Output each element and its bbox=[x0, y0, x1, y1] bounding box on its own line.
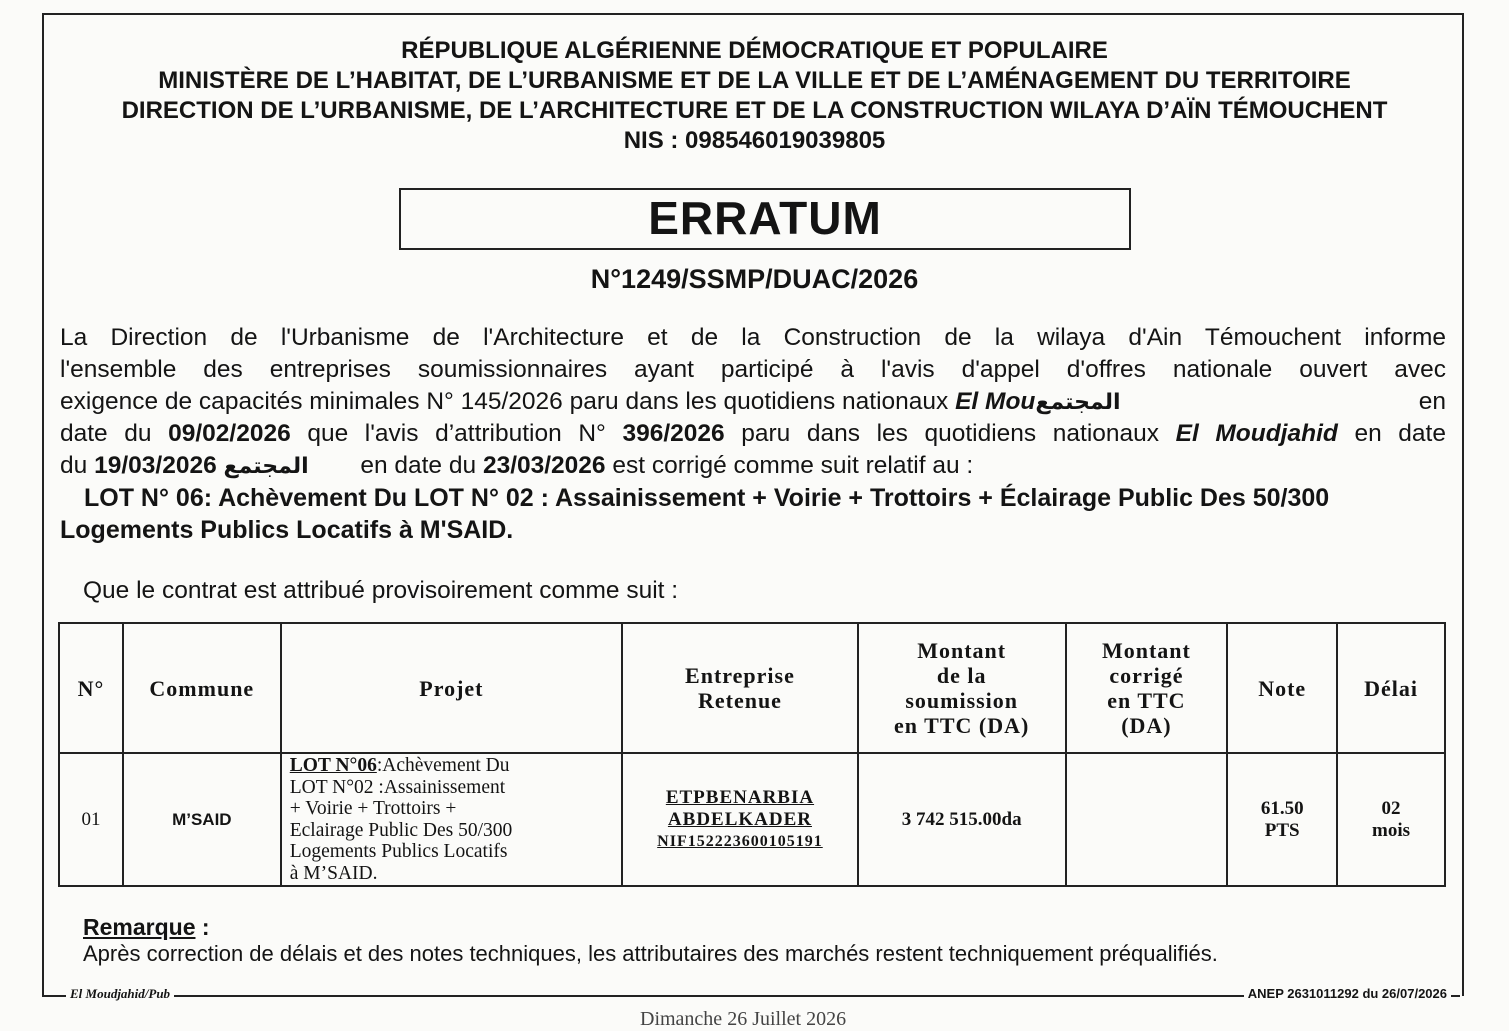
body-line-2: l'ensemble des entreprises soumissionnaires ayant participé à l'avis d'appel d'offres nationale ouvert avec bbox=[60, 356, 1446, 383]
date-2: 19/03/2026 bbox=[94, 452, 217, 479]
projet-line-3: + Voirie + Trottoirs + bbox=[289, 798, 457, 819]
header-entreprise bbox=[622, 623, 858, 753]
body-line-4-c: que l'avis d’attribution N° bbox=[307, 420, 606, 447]
newspaper-name-1: El Mou bbox=[955, 388, 1036, 415]
header-commune: Commune bbox=[123, 623, 281, 753]
header-montant-4: en TTC (DA) bbox=[894, 713, 1030, 738]
attribution-number: 396/2026 bbox=[622, 420, 725, 447]
cell-delai bbox=[1337, 753, 1445, 886]
body-line-4-g: en date bbox=[1354, 420, 1446, 447]
intro-text: Que le contrat est attribué provisoirement comme suit : bbox=[83, 577, 679, 604]
note-unit: PTS bbox=[1264, 819, 1300, 841]
cell-montant: 3 742 515.00da bbox=[858, 753, 1066, 886]
entreprise-line-2: ABDELKADER bbox=[667, 808, 812, 830]
header-montant-3: soumission bbox=[905, 688, 1019, 713]
projet-line-1: :Achèvement Du bbox=[376, 755, 510, 776]
delai-value: 02 bbox=[1381, 797, 1401, 819]
lot-title-line-2: Logements Publics Locatifs à M'SAID. bbox=[60, 516, 514, 544]
header-corrige-3: en TTC bbox=[1107, 688, 1186, 713]
body-line-1: La Direction de l'Urbanisme de l'Architecture et de la Construction de la wilaya d'Ain Témouchent informe bbox=[60, 324, 1446, 351]
projet-line-5: Logements Publics Locatifs bbox=[289, 841, 508, 862]
reference-number: N°1249/SSMP/DUAC/2026 bbox=[590, 264, 919, 294]
note-value: 61.50 bbox=[1260, 797, 1304, 819]
cell-no: 01 bbox=[59, 753, 123, 886]
cell-projet bbox=[281, 753, 622, 886]
header-nis: NIS : 098546019039805 bbox=[623, 127, 886, 154]
cell-note bbox=[1227, 753, 1337, 886]
remark-text: Après correction de délais et des notes techniques, les attributaires des marchés restent techniquement préqualifiés. bbox=[83, 941, 1218, 966]
erratum-title: ERRATUM bbox=[399, 188, 1131, 250]
attribution-table bbox=[58, 622, 1446, 887]
body-line-4-a: date du bbox=[60, 420, 152, 447]
entreprise-nif: NIF152223600105191 bbox=[657, 832, 823, 850]
header-delai: Délai bbox=[1337, 623, 1445, 753]
entreprise-line-1: ETPBENARBIA bbox=[665, 786, 815, 808]
header-corrige-1: Montant bbox=[1101, 638, 1191, 663]
cell-entreprise bbox=[622, 753, 858, 886]
header-ministry: MINISTÈRE DE L’HABITAT, DE L’URBANISME ET DE LA VILLE ET DE L’AMÉNAGEMENT DU TERRITOIRE bbox=[158, 67, 1351, 94]
header-corrige-4: (DA) bbox=[1121, 713, 1172, 738]
header-republic: RÉPUBLIQUE ALGÉRIENNE DÉMOCRATIQUE ET POPULAIRE bbox=[401, 37, 1108, 64]
header-note: Note bbox=[1227, 623, 1337, 753]
projet-line-6: à M’SAID. bbox=[289, 862, 378, 884]
table-row bbox=[59, 753, 1445, 886]
date-1: 09/02/2026 bbox=[168, 420, 291, 447]
footer-source: El Moudjahid/Pub bbox=[66, 986, 174, 1002]
body-line-5 bbox=[60, 450, 973, 483]
projet-line-2: LOT N°02 :Assainissement bbox=[289, 776, 506, 798]
header-entreprise-1: Entreprise bbox=[685, 663, 795, 688]
body-line-5-a: du bbox=[60, 452, 88, 479]
remark-label-text: Remarque bbox=[83, 914, 196, 940]
delai-unit: mois bbox=[1372, 819, 1411, 841]
page-date: Dimanche 26 Juillet 2026 bbox=[640, 1008, 847, 1030]
body-line-5-f: est corrigé comme suit relatif au : bbox=[612, 452, 974, 479]
body-line-3 bbox=[60, 386, 1446, 419]
body-line-4 bbox=[60, 418, 1446, 450]
header-corrige-2: corrigé bbox=[1109, 663, 1184, 688]
body-line-3-text: exigence de capacités minimales N° 145/2026 paru dans les quotidiens nationaux bbox=[60, 388, 949, 415]
header-montant bbox=[858, 623, 1066, 753]
body-line-4-e: paru dans les quotidiens nationaux bbox=[741, 420, 1160, 447]
newspaper-name-2: El Moudjahid bbox=[1175, 420, 1338, 447]
header-no: N° bbox=[59, 623, 123, 753]
footer-anep: ANEP 2631011292 du 26/07/2026 bbox=[1244, 986, 1451, 1001]
newspaper-arabic-2: المجتمع bbox=[223, 454, 309, 479]
header-montant-corrige bbox=[1066, 623, 1228, 753]
remark-label bbox=[83, 914, 210, 941]
date-3: 23/03/2026 bbox=[482, 452, 606, 479]
header-projet: Projet bbox=[281, 623, 622, 753]
header-entreprise-2: Retenue bbox=[697, 688, 782, 713]
header-montant-1: Montant bbox=[917, 638, 1007, 663]
table-header-row bbox=[59, 623, 1445, 753]
body-line-3-end: en bbox=[1418, 388, 1446, 415]
newspaper-arabic-1: المجتمع bbox=[1035, 390, 1121, 415]
projet-line-4: Eclairage Public Des 50/300 bbox=[289, 819, 513, 841]
body-line-5-d: en date du bbox=[360, 452, 477, 479]
header-montant-2: de la bbox=[936, 663, 987, 688]
lot-title-line-1: LOT N° 06: Achèvement Du LOT N° 02 : Assainissement + Voirie + Trottoirs + Éclairage Public Des 50/300 bbox=[84, 484, 1330, 512]
projet-lot: LOT N°06 bbox=[289, 755, 377, 776]
header-direction: DIRECTION DE L’URBANISME, DE L’ARCHITECTURE ET DE LA CONSTRUCTION WILAYA D’AÏN TÉMOUCHENT bbox=[121, 97, 1388, 124]
cell-montant-corrige bbox=[1066, 753, 1228, 886]
cell-commune: M’SAID bbox=[123, 753, 281, 886]
remark-colon: : bbox=[195, 914, 210, 940]
